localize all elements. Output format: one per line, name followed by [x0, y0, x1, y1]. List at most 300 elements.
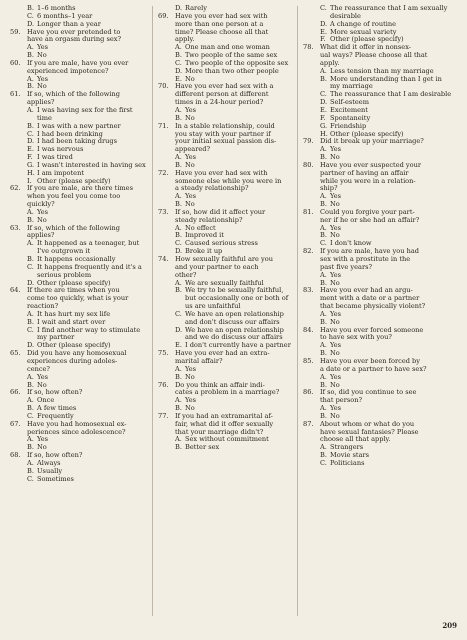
option-letter: A.	[175, 396, 182, 405]
option-letter: A.	[27, 435, 34, 444]
option-text: Usually	[37, 466, 63, 475]
question-line: applies?	[27, 231, 55, 240]
option-letter: B.	[320, 153, 327, 162]
option-letter: B.	[320, 231, 327, 240]
question-line: If so, how did it affect your	[175, 207, 266, 216]
question	[10, 350, 147, 374]
question-line: while you were in a relation-	[320, 176, 416, 185]
question-line: more than one person at a	[175, 19, 264, 28]
option-text: Yes	[37, 74, 49, 83]
option-letter: C.	[175, 239, 182, 248]
option-letter: G.	[320, 121, 328, 130]
question	[158, 350, 295, 366]
option-letter: A.	[320, 145, 327, 154]
question-line: If so, which of the following	[27, 223, 120, 232]
option-text: Yes	[185, 192, 197, 201]
option-text: Caused serious stress	[185, 239, 258, 248]
option-text: No	[37, 380, 47, 389]
question-number: 71.	[158, 121, 169, 130]
question-line: come too quickly, what is your	[27, 294, 129, 303]
answer-option	[158, 327, 295, 343]
option-letter: B.	[27, 4, 34, 12]
option-letter: A.	[175, 43, 182, 52]
option-letter: A.	[175, 223, 182, 232]
question-text	[320, 209, 453, 225]
column-3	[303, 5, 453, 468]
question-number: 64.	[10, 286, 21, 295]
option-letter: G.	[27, 160, 35, 169]
option-text: No effect	[185, 223, 216, 232]
option-letter: D.	[175, 247, 183, 256]
option-text: Always	[37, 458, 61, 467]
question	[10, 225, 147, 241]
question-number: 70.	[158, 82, 169, 91]
question-line: applies?	[27, 98, 55, 107]
question-text	[27, 350, 147, 374]
question-line: a steady relationship?	[175, 184, 249, 193]
question-line: cates a problem in a marriage?	[175, 388, 280, 397]
option-text: Other (please specify)	[37, 278, 111, 287]
option-letter: D.	[27, 278, 35, 287]
question	[10, 60, 147, 76]
option-text: I had been drinking	[37, 129, 103, 138]
option-letter: A.	[320, 372, 327, 381]
option-text: No	[330, 380, 340, 389]
question	[10, 185, 147, 209]
option-letter: C.	[320, 458, 327, 467]
option-letter: A.	[27, 372, 34, 381]
option-text: Sex without commitment	[185, 435, 269, 444]
option-letter: B.	[320, 380, 327, 389]
question-number: 86.	[303, 388, 314, 397]
option-text: Other (please specify)	[37, 176, 111, 185]
question-number: 60.	[10, 58, 21, 67]
question	[10, 421, 147, 437]
question-line: someone else while you were in	[175, 176, 282, 185]
question-line: Have you ever had sex with	[175, 168, 268, 177]
question-text	[175, 83, 295, 107]
question-line: If you had an extramarital af-	[175, 411, 273, 420]
question-line: If so, how often?	[27, 451, 83, 460]
option-letter: F.	[320, 113, 326, 122]
question-line: What did it offer in nonsex-	[320, 43, 412, 52]
option-text: Other (please specify)	[37, 341, 111, 350]
option-text: No	[37, 215, 47, 224]
option-text: Less tension than my marriage	[330, 66, 434, 75]
question-text	[175, 350, 295, 366]
question-text	[175, 256, 295, 280]
option-text: No	[37, 82, 47, 91]
option-text: Movie stars	[330, 451, 370, 460]
option-letter: I.	[27, 176, 32, 185]
option-letter: B.	[27, 380, 34, 389]
question-number: 61.	[10, 90, 21, 99]
option-text: It happens occasionally	[37, 255, 116, 263]
question-line: quickly?	[27, 200, 55, 209]
question-number: 76.	[158, 380, 169, 389]
option-text: We try to be sexually faithful, but occasionally one or both of us are unfaithful	[185, 286, 289, 311]
option-letter: E.	[175, 74, 182, 83]
option-text: Yes	[330, 145, 342, 154]
option-letter: A.	[320, 443, 327, 452]
question-text	[27, 185, 147, 209]
question	[158, 209, 295, 225]
answer-option	[303, 5, 453, 21]
option-text: Longer than a year	[37, 19, 101, 28]
option-text: Improved it	[185, 231, 224, 240]
question-line: ship?	[320, 184, 338, 193]
question	[303, 389, 453, 405]
option-letter: D.	[320, 98, 328, 107]
question	[303, 209, 453, 225]
question-line: choose all that apply.	[320, 435, 391, 444]
question-line: If so, how often?	[27, 388, 83, 397]
option-letter: F.	[27, 153, 33, 162]
question	[303, 327, 453, 343]
option-letter: A.	[175, 192, 182, 201]
option-letter: C.	[175, 58, 182, 67]
question-line: Did you have any homosexual	[27, 349, 127, 358]
option-letter: C.	[320, 239, 327, 248]
option-text: No	[37, 51, 47, 60]
option-text: Spontaneity	[330, 113, 371, 122]
question-text	[175, 209, 295, 225]
question-line: reaction?	[27, 302, 59, 311]
option-letter: A.	[175, 153, 182, 162]
question-line: Have you ever had sex with	[175, 11, 268, 20]
question-line: If you are male, are there times	[27, 184, 133, 193]
question	[10, 29, 147, 45]
question-text	[27, 60, 147, 76]
option-text: Friendship	[330, 121, 367, 130]
answer-option	[10, 240, 147, 256]
question-number: 80.	[303, 160, 314, 169]
option-letter: B.	[320, 349, 327, 358]
question-line: Could you forgive your part-	[320, 207, 415, 216]
option-letter: A.	[27, 309, 34, 318]
option-letter: D.	[27, 19, 35, 28]
option-text: We have an open relationship and we do discuss our affairs	[185, 325, 284, 342]
option-text: I wasn't interested in having sex	[37, 160, 146, 169]
question	[303, 162, 453, 193]
option-text: We are sexually faithful	[185, 278, 264, 287]
option-text: I was having sex for the first time	[37, 105, 133, 122]
option-letter: H.	[27, 168, 35, 177]
option-text: Yes	[37, 435, 49, 444]
question-number: 83.	[303, 286, 314, 295]
option-text: Yes	[37, 372, 49, 381]
question	[303, 287, 453, 311]
option-letter: A.	[27, 239, 34, 248]
question-line: ment with a date or a partner	[320, 294, 420, 303]
option-letter: H.	[320, 129, 328, 138]
option-letter: C.	[175, 309, 182, 318]
option-letter: B.	[27, 443, 34, 452]
option-text: Two people of the same sex	[185, 51, 278, 60]
option-text: No	[185, 200, 195, 209]
question-line: appeared?	[175, 145, 211, 154]
question-line: Did it break up your marriage?	[320, 137, 424, 146]
option-letter: E.	[175, 341, 182, 350]
question-line: If so, did you continue to see	[320, 388, 417, 397]
option-text: More than two other people	[185, 66, 279, 75]
option-letter: A.	[320, 270, 327, 279]
option-text: No	[330, 200, 340, 209]
option-text: Broke it up	[185, 247, 223, 256]
question-line: If you are male, have you had	[320, 247, 419, 256]
question-line: other?	[175, 270, 197, 279]
question-line: apply.	[320, 58, 340, 67]
option-letter: A.	[27, 43, 34, 52]
option-letter: C.	[27, 129, 34, 138]
option-letter: D.	[320, 19, 328, 28]
option-text: Sometimes	[37, 474, 74, 483]
option-letter: A.	[320, 309, 327, 318]
option-letter: A.	[27, 458, 34, 467]
option-letter: B.	[175, 200, 182, 209]
option-letter: B.	[27, 404, 34, 413]
option-text: Better sex	[185, 443, 220, 452]
question	[303, 421, 453, 445]
option-letter: D.	[27, 137, 35, 146]
option-text: Other (please specify)	[330, 129, 404, 138]
option-text: No	[330, 317, 340, 326]
question-line: periences since adolescence?	[27, 427, 126, 436]
option-text: Yes	[185, 396, 197, 405]
option-text: Yes	[330, 372, 342, 381]
option-letter: C.	[27, 325, 34, 334]
option-text: I was with a new partner	[37, 121, 121, 130]
option-letter: B.	[175, 113, 182, 122]
question-number: 63.	[10, 223, 21, 232]
question-number: 69.	[158, 11, 169, 20]
option-letter: A.	[320, 192, 327, 201]
option-text: Yes	[185, 364, 197, 373]
answer-option	[158, 311, 295, 327]
question-line: Have you ever had sex with a	[175, 82, 274, 91]
question-text	[175, 13, 295, 44]
question-line: Have you ever pretended to	[27, 27, 121, 36]
answer-option	[10, 107, 147, 123]
question-line: How sexually faithful are you	[175, 255, 273, 263]
question-line: Have you had homosexual ex-	[27, 419, 127, 428]
option-letter: B.	[320, 411, 327, 420]
question-line: Have you ever been forced by	[320, 356, 421, 365]
question-number: 81.	[303, 207, 314, 216]
option-text: A few times	[37, 404, 77, 413]
option-letter: A.	[175, 278, 182, 287]
option-text: It has hurt my sex life	[37, 309, 111, 318]
question-number: 62.	[10, 184, 21, 193]
question-line: to have sex with you?	[320, 333, 392, 342]
option-letter: C.	[320, 90, 327, 99]
answer-option	[158, 444, 295, 452]
question-number: 87.	[303, 419, 314, 428]
question-line: experiences during adoles-	[27, 356, 118, 365]
option-letter: B.	[175, 51, 182, 60]
option-text: No	[330, 153, 340, 162]
option-text: I was nervous	[37, 145, 84, 154]
option-letter: B.	[175, 160, 182, 169]
question	[10, 287, 147, 311]
question-number: 67.	[10, 419, 21, 428]
question	[158, 382, 295, 398]
option-letter: A.	[27, 74, 34, 83]
option-letter: C.	[27, 262, 34, 271]
option-text: Yes	[330, 270, 342, 279]
option-text: A change of routine	[330, 19, 396, 28]
option-text: I don't currently have a partner	[185, 341, 291, 350]
option-text: 6 months–1 year	[37, 11, 93, 20]
option-text: I had been taking drugs	[37, 137, 118, 146]
question-line: different person at different	[175, 90, 269, 99]
question	[303, 358, 453, 374]
option-text: No	[330, 231, 340, 240]
question-text	[320, 358, 453, 374]
option-text: Other (please specify)	[330, 35, 404, 44]
question	[158, 83, 295, 107]
question-line: partner of having an affair	[320, 168, 409, 177]
option-text: Yes	[330, 404, 342, 413]
option-text: No	[330, 278, 340, 287]
option-letter: B.	[27, 51, 34, 60]
question-number: 84.	[303, 325, 314, 334]
option-letter: B.	[27, 215, 34, 224]
question-line: Have you ever forced someone	[320, 325, 424, 334]
answer-option	[303, 460, 453, 468]
question-line: ner if he or she had an affair?	[320, 215, 420, 224]
question-line: Do you think an affair indi-	[175, 380, 265, 389]
option-letter: B.	[27, 82, 34, 91]
question-line: past five years?	[320, 262, 373, 271]
question-line: steady relationship?	[175, 215, 243, 224]
option-letter: C.	[320, 4, 327, 12]
question-number: 78.	[303, 43, 314, 52]
question-text	[320, 389, 453, 405]
option-text: Yes	[37, 207, 49, 216]
option-text: No	[330, 411, 340, 420]
question-number: 73.	[158, 207, 169, 216]
question-line: and your partner to each	[175, 262, 259, 271]
question	[158, 256, 295, 280]
option-text: We have an open relationship and don't discuss our affairs	[185, 309, 284, 326]
question-number: 79.	[303, 137, 314, 146]
option-letter: B.	[175, 404, 182, 413]
option-letter: A.	[175, 105, 182, 114]
question	[158, 413, 295, 437]
question-line: have sexual fantasies? Please	[320, 427, 419, 436]
question-number: 77.	[158, 411, 169, 420]
column-1	[10, 5, 147, 483]
question-line: marital affair?	[175, 356, 223, 365]
question-number: 65.	[10, 349, 21, 358]
column-2	[158, 5, 295, 452]
option-letter: B.	[320, 278, 327, 287]
option-letter: A.	[175, 435, 182, 444]
option-text: The reassurance that I am desirable	[330, 90, 452, 99]
option-text: I was tired	[37, 153, 73, 162]
question-line: fair, what did it offer sexually	[175, 419, 274, 428]
question-text	[320, 421, 453, 445]
option-text: Yes	[330, 341, 342, 350]
option-text: Two people of the opposite sex	[185, 58, 289, 67]
option-text: I find another way to stimulate my partner	[37, 325, 141, 342]
option-letter: B.	[175, 372, 182, 381]
option-text: Excitement	[330, 105, 368, 114]
question-line: ual ways? Please choose all that	[320, 51, 428, 60]
question-text	[320, 248, 453, 272]
question-line: that person?	[320, 396, 362, 405]
question-line: If so, which of the following	[27, 90, 120, 99]
option-letter: A.	[320, 404, 327, 413]
question-number: 72.	[158, 168, 169, 177]
option-text: No	[185, 404, 195, 413]
option-text: No	[37, 443, 47, 452]
question-line: Have you ever had an argu-	[320, 286, 413, 295]
question-number: 75.	[158, 349, 169, 358]
option-text: No	[185, 372, 195, 381]
option-text: Frequently	[37, 411, 74, 420]
question-line: you stay with your partner if	[175, 129, 271, 138]
option-text: No	[330, 349, 340, 358]
question-line: your initial sexual passion dis-	[175, 137, 277, 146]
option-letter: C.	[27, 11, 34, 20]
option-letter: B.	[27, 466, 34, 475]
question-number: 85.	[303, 356, 314, 365]
question-text	[175, 170, 295, 194]
option-letter: A.	[27, 207, 34, 216]
question-line: If there are times when you	[27, 286, 120, 295]
question-text	[320, 44, 453, 68]
question-text	[175, 123, 295, 154]
option-letter: F.	[320, 35, 326, 44]
option-letter: B.	[175, 286, 182, 295]
question-text	[320, 287, 453, 311]
question-line: cence?	[27, 364, 50, 373]
answer-option	[158, 287, 295, 311]
option-letter: B.	[320, 200, 327, 209]
option-text: More understanding than I get in my marriage	[330, 74, 442, 91]
option-text: No	[185, 113, 195, 122]
question-text	[27, 287, 147, 311]
option-text: 1–6 months	[37, 4, 76, 12]
question-text	[320, 327, 453, 343]
question-number: 82.	[303, 247, 314, 256]
question-number: 59.	[10, 27, 21, 36]
option-letter: B.	[27, 255, 34, 263]
question-line: If you are male, have you ever	[27, 58, 129, 67]
answer-option	[10, 264, 147, 280]
answer-option	[303, 76, 453, 92]
option-letter: E.	[320, 105, 327, 114]
option-text: Politicians	[330, 458, 365, 467]
answer-option	[10, 476, 147, 484]
question-line: Have you ever suspected your	[320, 160, 422, 169]
option-text: Yes	[330, 309, 342, 318]
question-line: time? Please choose all that	[175, 27, 269, 36]
question-line: sex with a prostitute in the	[320, 255, 411, 263]
question-line: that became physically violent?	[320, 302, 426, 311]
question-line: About whom or what do you	[320, 419, 415, 428]
question-line: apply.	[175, 35, 195, 44]
question	[303, 248, 453, 272]
option-text: No	[185, 160, 195, 169]
page-number: 209	[442, 621, 457, 630]
option-letter: C.	[27, 411, 34, 420]
option-letter: D.	[27, 341, 35, 350]
option-letter: B.	[320, 451, 327, 460]
question-line: have an orgasm during sex?	[27, 35, 122, 44]
